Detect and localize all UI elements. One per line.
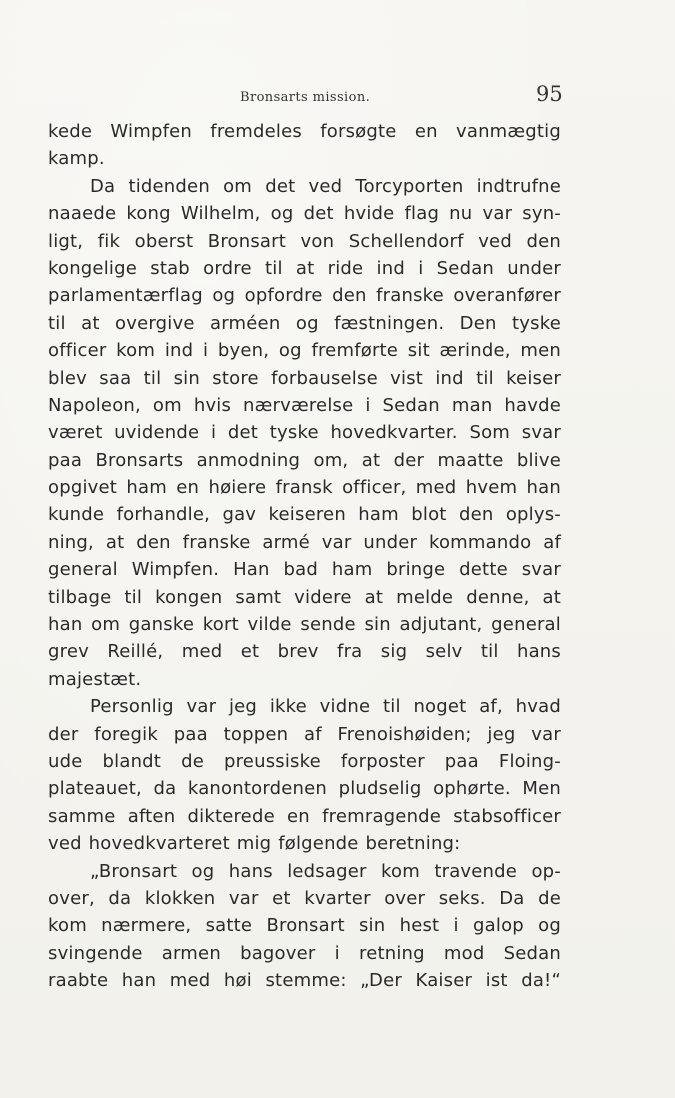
page-number: 95	[536, 82, 563, 106]
text-line: grev Reillé, med et brev fra sig selv til hans	[48, 641, 561, 663]
text-line: officer kom ind i byen, og fremførte sit ærinde, men	[48, 340, 561, 362]
text-line: ved hovedkvarteret mig følgende beretning:	[48, 833, 461, 855]
text-line: til at overgive arméen og fæstningen. Den tyske	[48, 312, 561, 334]
text-line: Napoleon, om hvis nærværelse i Sedan man havde	[48, 394, 561, 416]
text-line: kede Wimpfen fremdeles forsøgte en vanmægtig	[48, 121, 561, 142]
text-line: over, da klokken var et kvarter over seks. Da de	[48, 887, 561, 909]
text-line: ning, at den franske armé var under kommando af	[48, 531, 561, 553]
text-line: været uvidende i det tyske hovedkvarter. Som svar	[48, 422, 561, 444]
text-line: han om ganske kort vilde sende sin adjutant, general	[48, 614, 561, 636]
text-line: ligt, fik oberst Bronsart von Schellendorf ved den	[48, 230, 561, 252]
text-line: kamp.	[48, 148, 105, 170]
text-line: naaede kong Wilhelm, og det hvide flag nu var syn-	[48, 203, 561, 225]
text-line: svingende armen bagover i retning mod Sedan	[48, 942, 561, 964]
text-line: tilbage til kongen samt videre at melde denne, at	[48, 586, 561, 608]
text-line: Da tidenden om det ved Torcyporten indtrufne	[90, 175, 561, 197]
text-line: parlamentærflag og opfordre den franske overanfører	[48, 285, 561, 307]
text-line: majestæt.	[48, 668, 142, 690]
text-line: Personlig var jeg ikke vidne til noget af, hvad	[90, 696, 561, 718]
text-line: kom nærmere, satte Bronsart sin hest i galop og	[48, 915, 561, 937]
text-line: kongelige stab ordre til at ride ind i Sedan under	[48, 257, 561, 279]
body-text	[48, 118, 561, 995]
text-line: opgivet ham en høiere fransk officer, med hvem han	[48, 477, 561, 499]
text-line: ude blandt de preussiske forposter paa Floing-	[48, 750, 561, 772]
text-line: plateauet, da kanontordenen pludselig ophørte. Men	[48, 778, 561, 800]
text-line: „Bronsart og hans ledsager kom travende op-	[90, 860, 561, 882]
text-line: raabte han med høi stemme: „Der Kaiser ist da!“	[48, 970, 561, 992]
text-line: paa Bronsarts anmodning om, at der maatte blive	[48, 449, 561, 471]
text-line: kunde forhandle, gav keiseren ham blot den oplys-	[48, 504, 561, 526]
running-title: Bronsarts mission.	[240, 90, 371, 105]
text-line: general Wimpfen. Han bad ham bringe dette svar	[48, 559, 561, 581]
text-line: der foregik paa toppen af Frenoishøiden; jeg var	[48, 723, 561, 745]
text-line: samme aften dikterede en fremragende stabsofficer	[48, 805, 561, 827]
running-head	[0, 82, 675, 112]
text-line: blev saa til sin store forbauselse vist ind til keiser	[48, 367, 561, 389]
